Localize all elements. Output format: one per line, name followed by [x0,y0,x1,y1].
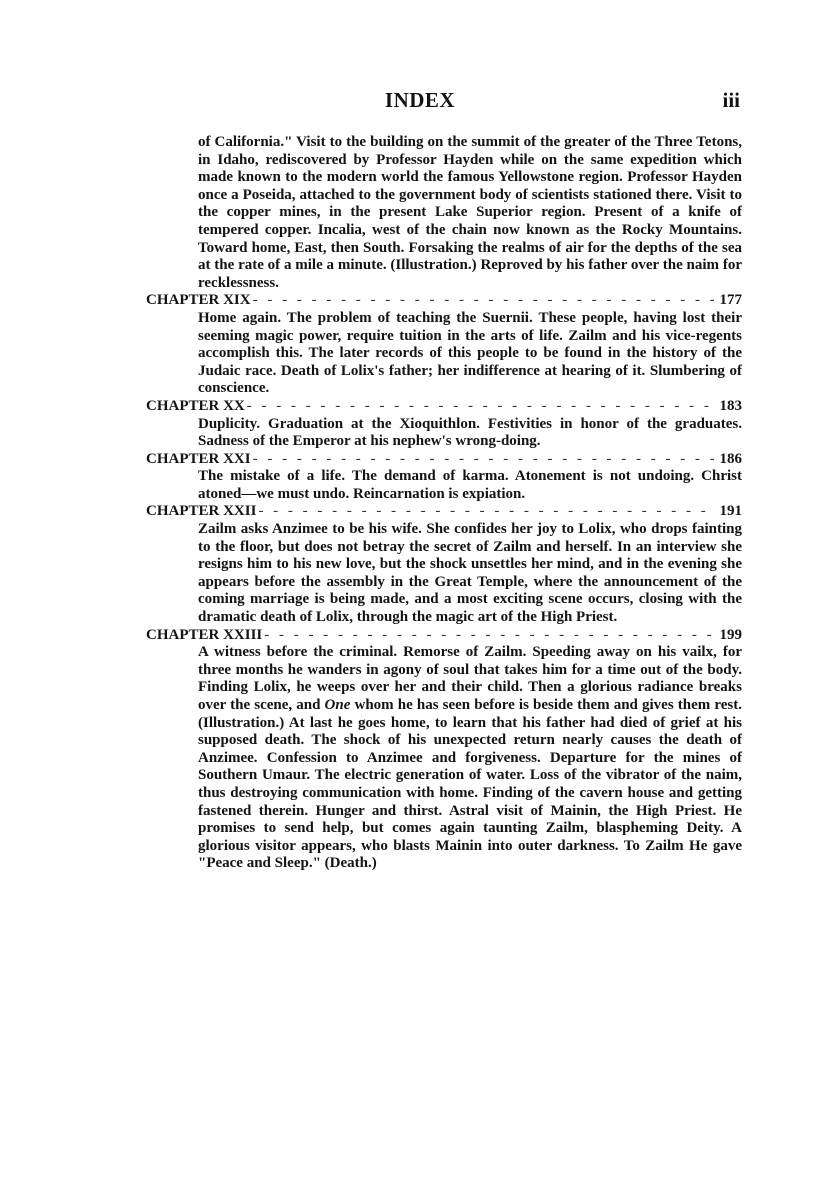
chapter-summary: Home again. The problem of teaching the Suernii. These people, having lost their seeming magic power, require tuition in the arts of life. Zailm and his vice-regents accomplish this. The later records of this people to be found in the history of the Judaic race. Death of Lolix's father; her indifference at hearing of it. Slumbering of conscience. [198,309,742,397]
summary-emphasis: One [324,697,351,713]
dot-leader [258,503,713,521]
page-title: INDEX [384,88,456,112]
chapter-summary: Zailm asks Anzimee to be his wife. She confides her joy to Lolix, who drops fainting to the floor, but does not betray the secret of Zailm and herself. In an interview she resigns him to his new love, but the shock unsettles her mind, and in the evening she appears before the assembly in the Great Temple, where the announcement of the coming marriage is being made, and a most exciting scene occurs, closing with the dramatic death of Lolix, through the magic art of the High Priest. [198,521,742,626]
chapter-page-number: 177 [719,292,742,309]
chapter-page-number: 186 [719,450,742,467]
chapter-label: CHAPTER XX [146,397,245,414]
chapter-summary [198,644,742,873]
chapter-entry-xxii [146,503,742,521]
chapter-summary: Duplicity. Graduation at the Xioquithlon. Festivities in honor of the graduates. Sadness of the Emperor at his nephew's wrong-doing. [198,415,742,450]
intro-paragraph: of California." Visit to the building on the summit of the greater of the Three Tetons, in Idaho, rediscovered by Professor Hayden while on the same expedition which made known to the modern world the famous Yellowstone region. Professor Hayden once a Poseida, attached to the government body of scientists stationed there. Visit to the copper mines, in the present Lake Superior region. Present of a knife of tempered copper. Incalia, west of the chain now known as the Rocky Mountains. Toward home, East, then South. Forsaking the realms of air for the depths of the sea at the rate of a mile a minute. (Illustration.) Reproved by his father over the naim for recklessness. [198,134,742,291]
summary-text-start: A witness before the criminal. Remorse of Zailm. Speeding away on his vailx, for three months he wanders in agony of soul that takes him for a time out of the body. Finding Lolix, he weeps over her and their child. Then a glorious radiance breaks over the scene, and [198,644,742,713]
chapter-summary: The mistake of a life. The demand of karma. Atonement is not undoing. Christ atoned—we must undo. Reincarnation is expiation. [198,468,742,502]
chapter-entry-xxi [146,451,742,469]
chapter-page-number: 199 [719,626,742,643]
summary-text-end: whom he has seen before is beside them and gives them rest. (Illustration.) At last he goes home, to learn that his father had died of grief at his supposed death. The shock of his unexpected return nearly causes the death of Anzimee. Confession to Anzimee and forgiveness. Departure for the mines of Southern Umaur. The electric generation of water. Loss of the vibrator of the naim, thus destroying communication with home. Finding of the cavern house and getting fastened therein. Hunger and thirst. Astral visit of Mainin, the High Priest. He promises to send help, but comes again taunting Zailm, blaspheming Deity. A glorious visitor appears, who blasts Mainin into outer darkness. To Zailm He gave "Peace and Sleep." (Death.) [198,697,742,872]
dot-leader [253,451,714,469]
index-content [146,134,742,873]
dot-leader [253,292,714,310]
chapter-entry-xx [146,398,742,416]
dot-leader [264,627,713,645]
chapter-entry-xxiii [146,627,742,645]
chapter-label: CHAPTER XIX [146,292,251,309]
chapter-label: CHAPTER XXIII [146,626,263,643]
chapter-page-number: 183 [719,397,742,414]
chapter-entry-xix [146,292,742,310]
page-header [0,88,840,118]
dot-leader [247,398,714,416]
chapter-label: CHAPTER XXII [146,503,257,520]
chapter-label: CHAPTER XXI [146,450,251,467]
page-number: iii [722,88,740,112]
chapter-page-number: 191 [719,503,742,520]
